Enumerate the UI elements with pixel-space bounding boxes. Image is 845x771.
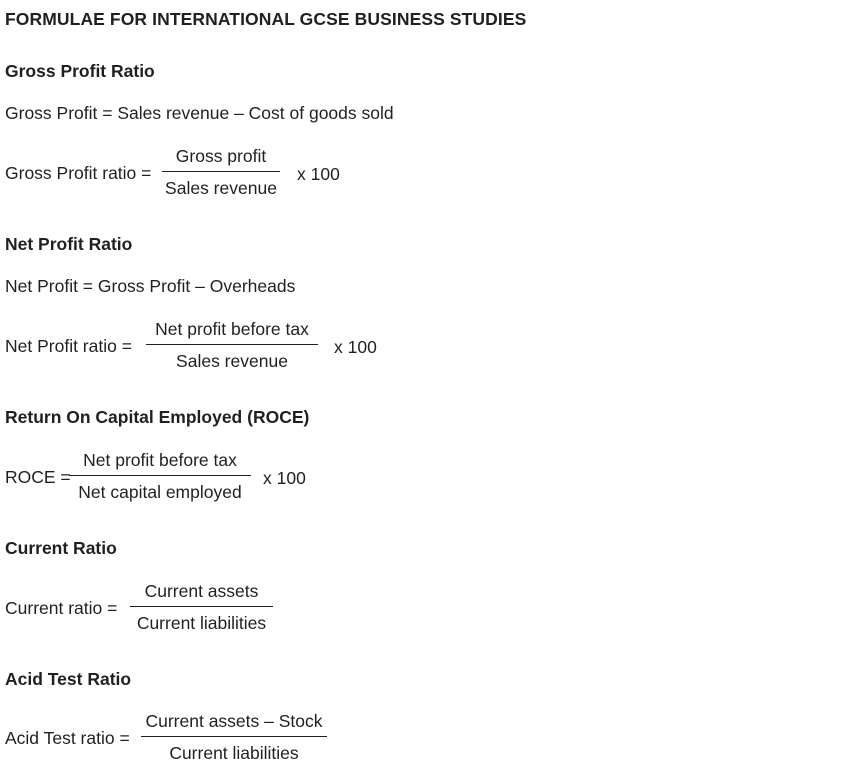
fraction: [141, 711, 327, 764]
section-current-ratio: [5, 538, 825, 648]
multiplier: x 100: [297, 164, 340, 184]
fraction-numerator: Net profit before tax: [69, 450, 251, 476]
section-net-profit-ratio: [5, 234, 825, 384]
fraction-numerator: Net profit before tax: [146, 319, 318, 345]
fraction-denominator: Sales revenue: [176, 351, 288, 371]
definition-line: Net Profit = Gross Profit – Overheads: [5, 276, 296, 296]
fraction: [162, 146, 280, 199]
formula-lhs: Net Profit ratio =: [5, 336, 132, 356]
section-gross-profit-ratio: [5, 61, 825, 211]
definition-line: Gross Profit = Sales revenue – Cost of goods sold: [5, 103, 394, 123]
fraction-numerator: Current assets – Stock: [141, 711, 327, 737]
section-heading: Net Profit Ratio: [5, 234, 133, 254]
multiplier: x 100: [263, 468, 306, 488]
section-heading: Current Ratio: [5, 538, 117, 558]
multiplier: x 100: [334, 337, 377, 357]
formula-lhs: Current ratio =: [5, 598, 118, 618]
page-title: FORMULAE FOR INTERNATIONAL GCSE BUSINESS STUDIES: [5, 9, 527, 29]
fraction: [130, 581, 273, 634]
fraction-numerator: Current assets: [130, 581, 273, 607]
fraction-numerator: Gross profit: [162, 146, 280, 172]
fraction: [146, 319, 318, 372]
formula-lhs: ROCE =: [5, 467, 71, 487]
fraction: [69, 450, 251, 503]
section-heading: Acid Test Ratio: [5, 669, 132, 689]
section-acid-test-ratio: [5, 669, 825, 769]
formula-sheet: [5, 0, 840, 771]
fraction-denominator: Sales revenue: [165, 178, 277, 198]
formula-lhs: Gross Profit ratio =: [5, 163, 152, 183]
formula-lhs: Acid Test ratio =: [5, 728, 130, 748]
fraction-denominator: Net capital employed: [78, 482, 242, 502]
fraction-denominator: Current liabilities: [169, 743, 299, 763]
section-heading: Return On Capital Employed (ROCE): [5, 407, 310, 427]
section-roce: [5, 407, 825, 517]
fraction-denominator: Current liabilities: [136, 613, 267, 633]
section-heading: Gross Profit Ratio: [5, 61, 155, 81]
